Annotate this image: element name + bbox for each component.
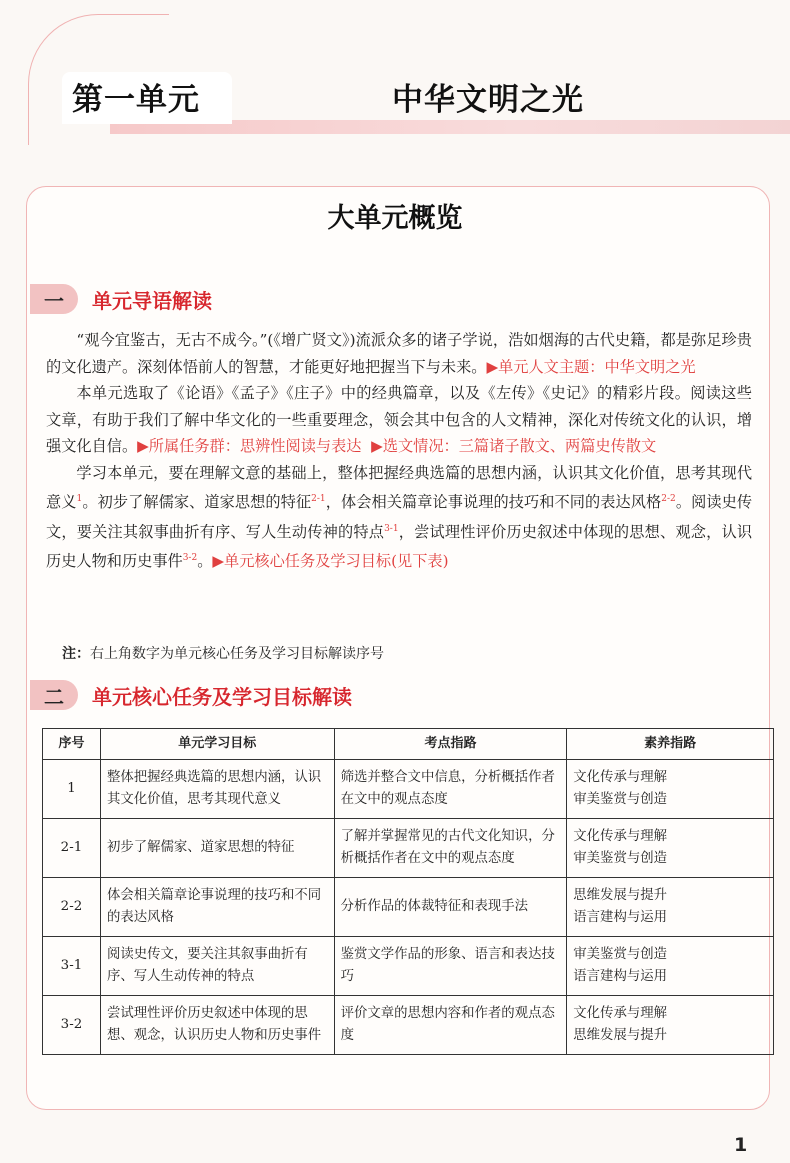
paragraph-1: “观今宜鉴古，无古不成今。”(《增广贤文》)流派众多的诸子学说，浩如烟海的古代史籍，都是弥足珍贵的文化遗产。深刻体悟前人的智慧，才能更好地把握当下与未来。▶单元人文主题：中华文明之光 bbox=[46, 331, 752, 376]
row-id: 3-2 bbox=[43, 996, 101, 1055]
footnote-marker: 3-1 bbox=[384, 523, 399, 534]
unit-title: 中华文明之光 bbox=[392, 82, 584, 118]
footnote-marker: 2-1 bbox=[311, 494, 326, 504]
table-row bbox=[43, 819, 774, 878]
paragraph-2: 本单元选取了《论语》《孟子》《庄子》中的经典篇章，以及《左传》《史记》的精彩片段。阅读这些文章，有助于我们了解中华文化的一些重要理念，领会其中包含的人文精神，深化对传统文化的认识，增强文化自信。▶所属任务群：思辨性阅读与表达 ▶选文情况：三篇诸子散文、两篇史传散文 bbox=[46, 384, 752, 455]
row-id: 2-1 bbox=[43, 819, 101, 878]
row-point: 鉴赏文学作品的形象、语言和表达技巧 bbox=[334, 937, 567, 996]
footnote-marker: 1 bbox=[76, 494, 83, 504]
footnote-marker: 2-2 bbox=[661, 494, 676, 504]
table-row bbox=[43, 878, 774, 937]
row-point: 了解并掌握常见的古代文化知识，分析概括作者在文中的观点态度 bbox=[334, 819, 567, 878]
table-row bbox=[43, 996, 774, 1055]
table-header: 素养指路 bbox=[567, 729, 774, 760]
row-goal: 阅读史传文，要关注其叙事曲折有序、写人生动传神的特点 bbox=[100, 937, 334, 996]
row-literacy: 审美鉴赏与创造 语言建构与运用 bbox=[567, 937, 774, 996]
row-literacy: 文化传承与理解 思维发展与提升 bbox=[567, 996, 774, 1055]
section-number: 一 bbox=[30, 284, 78, 314]
section-title: 单元导语解读 bbox=[92, 288, 212, 313]
row-literacy: 思维发展与提升 语言建构与运用 bbox=[567, 878, 774, 937]
intro-text bbox=[46, 327, 752, 575]
unit-number: 第一单元 bbox=[72, 82, 200, 118]
row-literacy: 文化传承与理解 审美鉴赏与创造 bbox=[567, 819, 774, 878]
page-number: 1 bbox=[734, 1134, 748, 1156]
row-point: 筛选并整合文中信息，分析概括作者在文中的观点态度 bbox=[334, 760, 567, 819]
row-goal: 初步了解儒家、道家思想的特征 bbox=[100, 819, 334, 878]
section-heading-2 bbox=[30, 678, 352, 712]
row-id: 1 bbox=[43, 760, 101, 819]
row-literacy: 文化传承与理解 审美鉴赏与创造 bbox=[567, 760, 774, 819]
table-header: 单元学习目标 bbox=[100, 729, 334, 760]
row-point: 分析作品的体裁特征和表现手法 bbox=[334, 878, 567, 937]
table-header-row bbox=[43, 729, 774, 760]
note: 注：右上角数字为单元核心任务及学习目标解读序号 bbox=[62, 646, 384, 662]
section-heading-1 bbox=[30, 282, 212, 316]
row-goal: 尝试理性评价历史叙述中体现的思想、观念，认识历史人物和历史事件 bbox=[100, 996, 334, 1055]
section-title: 单元核心任务及学习目标解读 bbox=[92, 684, 352, 709]
goals-table bbox=[42, 728, 774, 1055]
section-number: 二 bbox=[30, 680, 78, 710]
row-id: 3-1 bbox=[43, 937, 101, 996]
paragraph-3: 学习本单元，要在理解文意的基础上，整体把握经典选篇的思想内涵，认识其文化价值，思考其现代意义$^1$。初步了解儒家、道家思想的特征$^{2-1}$，体会相关篇章论事说理的技巧和不同的表达风格$^{2-2}$。阅读史传文，要关注其叙事曲折有序、写人生动传神的特点$^{3-1}$，尝试理性评价历史叙述中体现的思想、观念，认识历史人物和历史事件$^{3-2}$。▶单元核心任务及学习目标(见下表) bbox=[46, 463, 753, 571]
overview-title: 大单元概览 bbox=[327, 203, 463, 234]
footnote-marker: 3-2 bbox=[182, 553, 198, 564]
row-goal: 整体把握经典选篇的思想内涵，认识其文化价值，思考其现代意义 bbox=[100, 760, 334, 819]
row-point: 评价文章的思想内容和作者的观点态度 bbox=[334, 996, 567, 1055]
table-header: 考点指路 bbox=[334, 729, 567, 760]
row-goal: 体会相关篇章论事说理的技巧和不同的表达风格 bbox=[100, 878, 334, 937]
row-id: 2-2 bbox=[43, 878, 101, 937]
table-row bbox=[43, 760, 774, 819]
table-header: 序号 bbox=[43, 729, 101, 760]
table-row bbox=[43, 937, 774, 996]
